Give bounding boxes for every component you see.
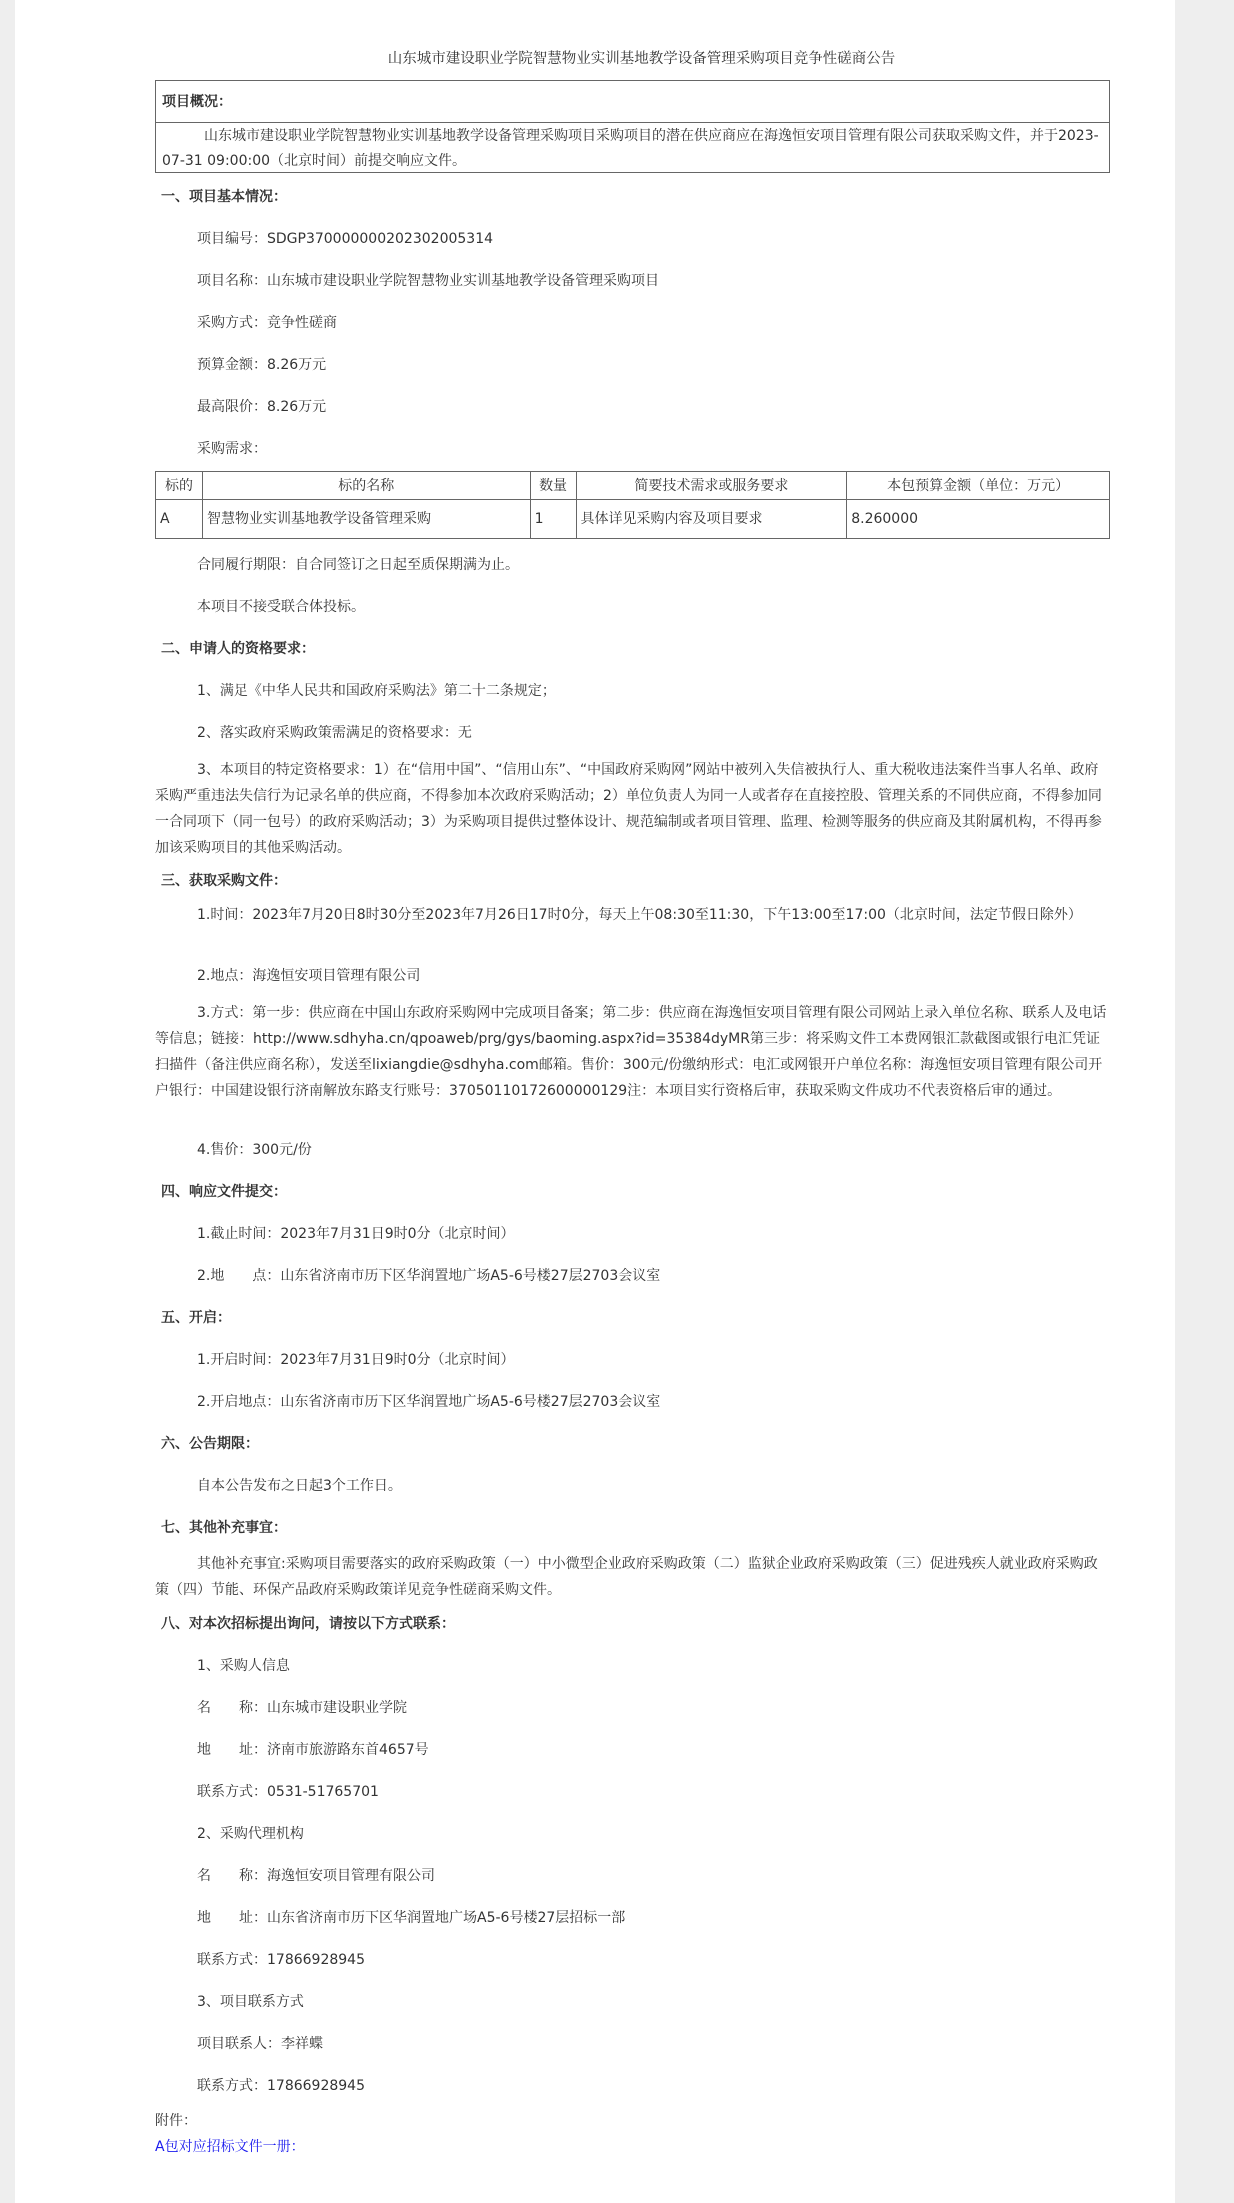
contact-person: 项目联系人：李祥蝶 [197,2036,323,2052]
obtain-location: 2.地点：海逸恒安项目管理有限公司 [197,968,421,984]
section-heading: 八、对本次招标提出询问，请按以下方式联系： [161,1616,455,1632]
qualification-item: 2、落实政府采购政策需满足的资格要求：无 [197,725,472,741]
table-cell: 1 [530,500,576,539]
section-heading: 六、公告期限： [161,1436,259,1452]
ceiling-price: 最高限价：8.26万元 [197,399,327,415]
table-cell: 具体详见采购内容及项目要求 [576,500,847,539]
agency-name: 名 称：海逸恒安项目管理有限公司 [197,1868,435,1884]
table-header-cell: 本包预算金额（单位：万元） [847,472,1110,500]
section-heading: 一、项目基本情况： [161,189,287,205]
supplementary-note: 其他补充事宜:采购项目需要落实的政府采购政策（一）中小微型企业政府采购政策（二）监狱企业政府采购政策（三）促进残疾人就业政府采购政策（四）节能、环保产品政府采购政策详见竞争性磋商采购文件。 [155,1556,1098,1598]
section-heading: 七、其他补充事宜： [161,1520,287,1536]
overview-box [155,80,1110,173]
page-title: 山东城市建设职业学院智慧物业实训基地教学设备管理采购项目竞争性磋商公告 [387,51,896,67]
overview-heading: 项目概况： [156,81,1109,123]
section-heading: 三、获取采购文件： [161,873,287,889]
section-heading: 四、响应文件提交： [161,1184,287,1200]
requirements-table [155,471,1110,539]
table-cell: 8.260000 [847,500,1110,539]
procurement-method: 采购方式：竞争性磋商 [197,315,337,331]
attachment-link[interactable]: A包对应招标文件一册： [155,2139,305,2155]
table-header-cell: 简要技术需求或服务要求 [576,472,847,500]
page [15,0,1175,2203]
table-header-cell: 标的名称 [202,472,530,500]
purchaser-name: 名 称：山东城市建设职业学院 [197,1700,407,1716]
purchaser-address: 地 址：济南市旅游路东首4657号 [197,1742,429,1758]
contract-term: 合同履行期限：自合同签订之日起至质保期满为止。 [197,557,519,573]
contact-heading: 3、项目联系方式 [197,1994,304,2010]
section-heading: 二、申请人的资格要求： [161,641,315,657]
opening-location: 2.开启地点：山东省济南市历下区华润置地广场A5-6号楼27层2703会议室 [197,1394,661,1410]
qualification-item: 3、本项目的特定资格要求：1）在“信用中国”、“信用山东”、“中国政府采购网”网站中被列入失信被执行人、重大税收违法案件当事人名单、政府采购严重违法失信行为记录名单的供应商，不得参加本次政府采购活动；2）单位负责人为同一人或者存在直接控股、管理关系的不同供应商，不得参加同一合同项下（同一包号）的政府采购活动；3）为采购项目提供过整体设计、规范编制或者项目管理、监理、检测等服务的供应商及其附属机构，不得再参加该采购项目的其他采购活动。 [155,762,1102,856]
attachment-label: 附件： [155,2113,197,2129]
agency-heading: 2、采购代理机构 [197,1826,304,1842]
procurement-demand: 采购需求： [197,441,267,457]
submission-deadline: 1.截止时间：2023年7月31日9时0分（北京时间） [197,1226,515,1242]
table-cell: 智慧物业实训基地教学设备管理采购 [202,500,530,539]
contact-phone: 联系方式：17866928945 [197,2078,365,2094]
purchaser-heading: 1、采购人信息 [197,1658,290,1674]
section-heading: 五、开启： [161,1310,231,1326]
table-header-cell: 标的 [156,472,203,500]
agency-address: 地 址：山东省济南市历下区华润置地广场A5-6号楼27层招标一部 [197,1910,626,1926]
document-price: 4.售价：300元/份 [197,1142,312,1158]
budget-amount: 预算金额：8.26万元 [197,357,327,373]
overview-body: 山东城市建设职业学院智慧物业实训基地教学设备管理采购项目采购项目的潜在供应商应在海逸恒安项目管理有限公司获取采购文件，并于2023-07-31 09:00:00（北京时间）前提交响应文件。 [162,128,1099,169]
purchaser-phone: 联系方式：0531-51765701 [197,1784,379,1800]
obtain-time: 1.时间：2023年7月20日8时30分至2023年7月26日17时0分，每天上午08:30至11:30，下午13:00至17:00（北京时间，法定节假日除外） [197,907,1082,923]
table-cell: A [156,500,203,539]
opening-time: 1.开启时间：2023年7月31日9时0分（北京时间） [197,1352,515,1368]
table-header-row [156,472,1110,500]
project-code: 项目编号：SDGP370000000202302005314 [197,231,494,247]
announcement-period: 自本公告发布之日起3个工作日。 [197,1478,402,1494]
consortium-note: 本项目不接受联合体投标。 [197,599,365,615]
agency-phone: 联系方式：17866928945 [197,1952,365,1968]
qualification-item: 1、满足《中华人民共和国政府采购法》第二十二条规定； [197,683,556,699]
table-row [156,500,1110,539]
submission-location: 2.地 点：山东省济南市历下区华润置地广场A5-6号楼27层2703会议室 [197,1268,661,1284]
table-header-cell: 数量 [530,472,576,500]
project-name: 项目名称：山东城市建设职业学院智慧物业实训基地教学设备管理采购项目 [197,273,659,289]
obtain-method: 3.方式：第一步：供应商在中国山东政府采购网中完成项目备案；第二步：供应商在海逸恒安项目管理有限公司网站上录入单位名称、联系人及电话等信息；链接：http://www.sdhyha.cn/qpoaweb/prg/gys/baoming.aspx?id=35384dyMR第三步：将采购文件工本费网银汇款截图或银行电汇凭证扫描件（备注供应商名称），发送至lixiangdie@sdhyha.com邮箱。售价：300元/份缴纳形式：电汇或网银开户单位名称：海逸恒安项目管理有限公司开户银行：中国建设银行济南解放东路支行账号：37050110172600000129注：本项目实行资格后审，获取采购文件成功不代表资格后审的通过。 [155,1005,1107,1099]
